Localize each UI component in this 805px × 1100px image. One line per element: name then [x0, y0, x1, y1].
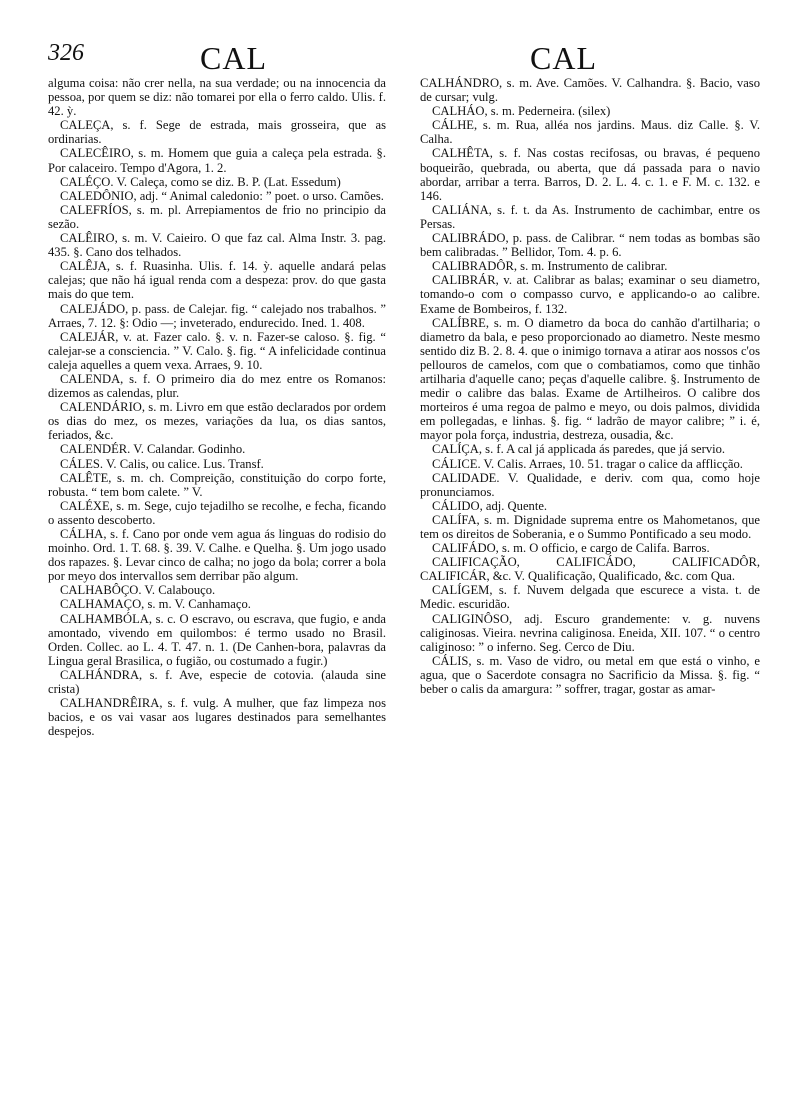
dictionary-entry: CALHABÔÇO. V. Calabouço. [60, 583, 216, 598]
dictionary-entry: CALÍFA, s. m. Dignidade suprema entre os Mahometanos, que tem os direitos de Soberania, e o Summo Pontificado a seu modo. [420, 512, 760, 541]
dictionary-entry: CÁLES. V. Calis, ou calice. Lus. Transf. [60, 456, 264, 471]
dictionary-page [48, 40, 760, 1075]
dictionary-entry: CÁLICE. V. Calis. Arraes, 10. 51. tragar o calice da afflicção. [432, 456, 743, 471]
dictionary-entry: CALENDÁRIO, s. m. Livro em que estão declarados por ordem os dias do mez, os mezes, variações da lua, os dias santos, feriados, &c. [48, 400, 386, 443]
dictionary-entry: CALIDADE. V. Qualidade, e deriv. com qua, como hoje pronunciamos. [420, 470, 760, 499]
dictionary-entry: CALÉXE, s. m. Sege, cujo tejadilho se recolhe, e fecha, ficando o assento descoberto. [48, 498, 386, 527]
dictionary-entry: CALHANDRÊIRA, s. f. vulg. A mulher, que faz limpeza nos bacios, e os vai vasar aos lugares destinados para semelhantes despejos. [48, 696, 386, 739]
dictionary-entry: CALÊIRO, s. m. V. Caieiro. O que faz cal. Alma Instr. 3. pag. 435. §. Cano dos telhados. [48, 231, 386, 260]
page-header [48, 40, 760, 80]
dictionary-entry: CALÊJA, s. f. Ruasinha. Ulis. f. 14. ỳ. aquelle andará pelas calejas; que não há igual renda com a despeza: prov. do que gasta mais do que tem. [48, 259, 386, 302]
dictionary-entry: CALIBRADÔR, s. m. Instrumento de calibrar. [432, 259, 668, 274]
dictionary-entry: CALENDA, s. f. O primeiro dia do mez entre os Romanos: dizemos as calendas, plur. [48, 371, 386, 401]
dictionary-entry: CALENDÉR. V. Calandar. Godinho. [60, 442, 246, 457]
dictionary-entry: CALHÊTA, s. f. Nas costas recifosas, ou bravas, é pequeno boqueirão, quebrada, ou aberta, que dá passada para o navio abordar, arribar a terra. Barros, D. 2. L. 4. c. 1. e F. M. c. 132. e 146. [420, 146, 760, 203]
left-running-head: CAL [200, 40, 267, 76]
page-number: 326 [48, 40, 84, 66]
dictionary-entry: CALECÊIRO, s. m. Homem que guia a caleça pela estrada. §. Por calaceiro. Tempo d'Agora, 1. 2. [48, 146, 386, 175]
dictionary-entry: CALEFRÍOS, s. m. pl. Arrepiamentos de frio no principio da sezão. [48, 202, 386, 231]
dictionary-entry: CALIBRÁR, v. at. Calibrar as balas; examinar o seu diametro, tomando-o com o compasso curvo, e applicando-o ao calibre. Exame de Bombeiros, f. 132. [420, 273, 760, 316]
dictionary-entry: CALÊTE, s. m. ch. Compreição, constituição do corpo forte, robusta. “ tem bom calete. ” V. [48, 470, 386, 499]
dictionary-entry: alguma coisa: não crer nella, na sua verdade; ou na innocencia da pessoa, por quem se diz: não tomarei por ella o ferro caldo. Ulis. f. 42. ỳ. [48, 76, 386, 119]
dictionary-entry: CALÉÇO. V. Caleça, como se diz. B. P. (Lat. Essedum) [60, 174, 341, 189]
dictionary-entry: CALIÁNA, s. f. t. da As. Instrumento de cachimbar, entre os Persas. [420, 202, 760, 231]
dictionary-entry: CÁLIS, s. m. Vaso de vidro, ou metal em que está o vinho, e agua, que o Sacerdote consagra no Sacrificio da Missa. §. fig. “ beber o calis da amargura: ” soffrer, tragar, gostar as amar- [420, 653, 760, 697]
dictionary-entry: CALÍBRE, s. m. O diametro da boca do canhão d'artilharia; o diametro da bala, e peso proporcionado ao diametro. Neste mesmo sentido diz B. 2. 8. 4. que o inimigo tornava a atirar aos nossos c'os pellouros de camelos, com que o combatiamos, como que tinhão artilharia d'aquelle cano; peças d'aquelle calibre. §. Instrumento de medir o calibre das balas. Exame de Artilheiros. O calibre dos morteiros é uma regoa de palmo e meyo, ou dois palmos, dividida em pollegadas, e linhas. §. fig. “ ladrão de mayor calibre; ” i. é, mayor pola força, industria, destreza, ousadia, &c. [420, 315, 760, 443]
right-running-head: CAL [530, 40, 597, 76]
dictionary-entry: CÁLHE, s. m. Rua, alléa nos jardins. Maus. diz Calle. §. V. Calha. [420, 118, 760, 147]
dictionary-entry: CALEJÁR, v. at. Fazer calo. §. v. n. Fazer-se caloso. §. fig. “ calejar-se a consciencia. ” V. Calo. §. fig. “ A infelicidade continua caleja aquelles a quem vexa. Arraes, 9. 10. [48, 329, 386, 372]
dictionary-entry: CALHAMBÓLA, s. c. O escravo, ou escrava, que fugio, e anda amontado, vivendo em quilombos: é termo usado no Brasil. Orden. Collec. ao L. 4. T. 47. n. 1. (De Canhen-bora, palavras da Lingua geral Brasilica, o fugião, ou costumado a fugir.) [48, 611, 386, 668]
dictionary-entry: CALHAMAÇO, s. m. V. Canhamaço. [60, 597, 251, 612]
dictionary-entry: CALHÁNDRA, s. f. Ave, especie de cotovia. (alauda sine crista) [48, 667, 386, 697]
dictionary-entry: CÁLHA, s. f. Cano por onde vem agua ás linguas do rodisio do moinho. Ord. 1. T. 68. §. 39. V. Calhe. e Quelha. §. Um jogo usado dos rapazes. §. Levar cinco de calha; no jogo da bola; correr a bola por meyo dos intervallos sem derribar pão algum. [48, 527, 386, 584]
dictionary-entry: CALIGINÔSO, adj. Escuro grandemente: v. g. nuvens caliginosas. Vieira. nevrina caliginosa. Eneida, XII. 107. “ o centro caliginoso: ” o inferno. Seg. Cerco de Diu. [420, 611, 760, 654]
dictionary-entry: CÁLIDO, adj. Quente. [432, 498, 548, 513]
dictionary-entry: CALEDÔNIO, adj. “ Animal caledonio: ” poet. o urso. Camões. [60, 188, 384, 203]
dictionary-entry: CALHÁO, s. m. Pederneira. (silex) [432, 104, 611, 119]
left-column [48, 76, 386, 738]
dictionary-entry: CALEJÁDO, p. pass. de Calejar. fig. “ calejado nos trabalhos. ” Arraes, 7. 12. §: Odio —; inveterado, endurecido. Ined. 1. 408. [48, 301, 386, 330]
dictionary-entry: CALIFÁDO, s. m. O officio, e cargo de Califa. Barros. [432, 541, 710, 556]
dictionary-entry: CALEÇA, s. f. Sege de estrada, mais grosseira, que as ordinarias. [48, 118, 386, 147]
dictionary-entry: CALHÁNDRO, s. m. Ave. Camões. V. Calhandra. §. Bacio, vaso de cursar; vulg. [420, 76, 760, 105]
dictionary-entry: CALÍÇA, s. f. A cal já applicada ás paredes, que já servio. [432, 442, 726, 457]
right-column [420, 76, 760, 696]
dictionary-entry: CALÍGEM, s. f. Nuvem delgada que escurece a vista. t. de Medic. escuridão. [420, 583, 760, 612]
dictionary-entry: CALIBRÁDO, p. pass. de Calibrar. “ nem todas as bombas são bem calibradas. ” Bellidor, Tom. 4. p. 6. [420, 231, 760, 260]
dictionary-entry: CALIFICAÇÃO, CALIFICÁDO, CALIFICADÔR, CALIFICÁR, &c. V. Qualificação, Qualificado, &c. com Qua. [420, 555, 760, 584]
